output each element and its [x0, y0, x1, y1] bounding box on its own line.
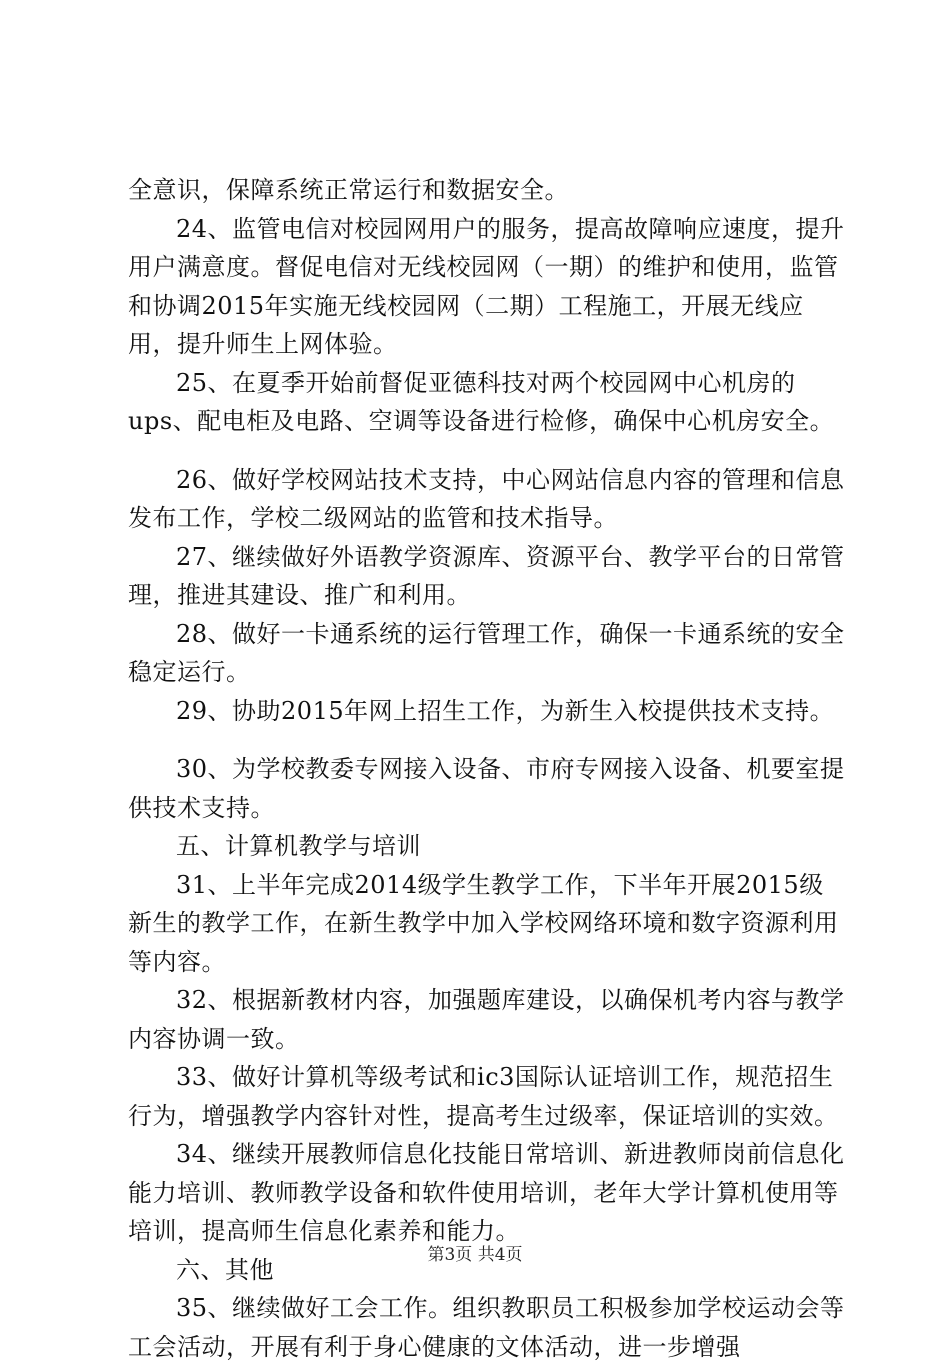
section-heading-other: 六、其他: [176, 1255, 274, 1284]
paragraph-item-34: 34、继续开展教师信息化技能日常培训、新进教师岗前信息化能力培训、教师教学设备和软件使用培训，老年大学计算机使用等培训，提高师生信息化素养和能力。: [128, 1140, 845, 1245]
paragraph-item-25: 25、在夏季开始前督促亚德科技对两个校园网中心机房的ups、配电柜及电路、空调等设备进行检修，确保中心机房安全。: [128, 368, 835, 435]
paragraph-item-27: 27、继续做好外语教学资源库、资源平台、教学平台的日常管理，推进其建设、推广和利用。: [128, 542, 845, 609]
paragraph-item-28: 28、做好一卡通系统的运行管理工作，确保一卡通系统的安全稳定运行。: [128, 619, 845, 686]
paragraph-item-32: 32、根据新教材内容，加强题库建设，以确保机考内容与教学内容协调一致。: [128, 986, 845, 1053]
paragraph-item-29: 29、协助2015年网上招生工作，为新生入校提供技术支持。: [176, 696, 835, 725]
paragraph-item-24: 24、监管电信对校园网用户的服务，提高故障响应速度，提升用户满意度。督促电信对无线校园网（一期）的维护和使用，监管和协调2015年实施无线校园网（二期）工程施工，开展无线应用，提升师生上网体验。: [128, 214, 845, 358]
paragraph-item-33: 33、做好计算机等级考试和ic3国际认证培训工作，规范招生行为，增强教学内容针对性，提高考生过级率，保证培训的实效。: [128, 1063, 839, 1130]
paragraph-item-31: 31、上半年完成2014级学生教学工作，下半年开展2015级新生的教学工作，在新生教学中加入学校网络环境和数字资源利用等内容。: [128, 870, 839, 976]
section-heading-computer-teaching: 五、计算机教学与培训: [176, 832, 421, 860]
paragraph-item-35: 35、继续做好工会工作。组织教职员工积极参加学校运动会等工会活动，开展有利于身心健康的文体活动，进一步增强: [128, 1294, 845, 1361]
document-body: [128, 171, 848, 1366]
page-number-footer: 第3页 共4页: [427, 1245, 523, 1265]
paragraph-item-26: 26、做好学校网站技术支持，中心网站信息内容的管理和信息发布工作，学校二级网站的监管和技术指导。: [128, 465, 845, 532]
paragraph-item-30: 30、为学校教委专网接入设备、市府专网接入设备、机要室提供技术支持。: [128, 755, 845, 822]
paragraph-continuation: 全意识，保障系统正常运行和数据安全。: [128, 176, 569, 204]
